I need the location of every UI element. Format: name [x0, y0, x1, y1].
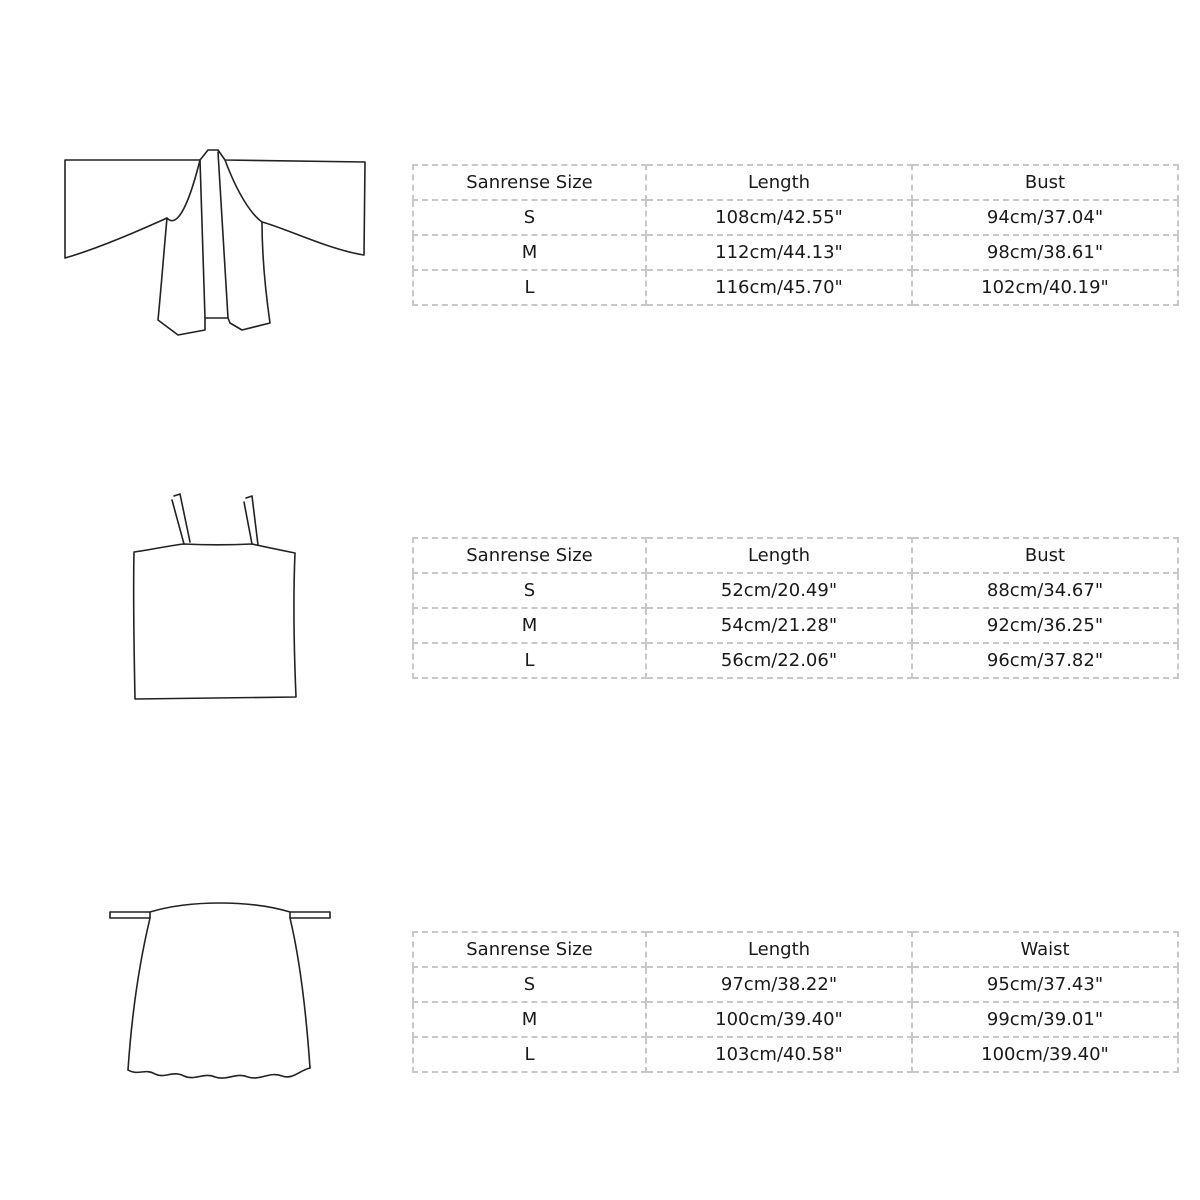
robe-icon [55, 145, 375, 340]
header-size: Sanrense Size [413, 165, 646, 200]
cell-length: 116cm/45.70" [646, 270, 912, 305]
table-row [413, 1037, 1178, 1072]
cell-length: 108cm/42.55" [646, 200, 912, 235]
cell-bust: 98cm/38.61" [912, 235, 1178, 270]
table-row [413, 200, 1178, 235]
cell-bust: 96cm/37.82" [912, 643, 1178, 678]
cell-bust: 92cm/36.25" [912, 608, 1178, 643]
table-row [413, 643, 1178, 678]
cell-bust: 94cm/37.04" [912, 200, 1178, 235]
header-waist: Waist [912, 932, 1178, 967]
table-row [413, 573, 1178, 608]
header-length: Length [646, 165, 912, 200]
table-header-row [413, 165, 1178, 200]
table-row [413, 608, 1178, 643]
table-row [413, 235, 1178, 270]
cell-size: L [413, 270, 646, 305]
cell-length: 97cm/38.22" [646, 967, 912, 1002]
cell-bust: 88cm/34.67" [912, 573, 1178, 608]
cell-size: M [413, 235, 646, 270]
camisole-icon [125, 488, 305, 703]
size-table-camisole [412, 537, 1179, 679]
header-length: Length [646, 932, 912, 967]
cell-length: 103cm/40.58" [646, 1037, 912, 1072]
cell-length: 52cm/20.49" [646, 573, 912, 608]
cell-waist: 95cm/37.43" [912, 967, 1178, 1002]
cell-waist: 100cm/39.40" [912, 1037, 1178, 1072]
header-bust: Bust [912, 165, 1178, 200]
cell-size: L [413, 1037, 646, 1072]
cell-size: L [413, 643, 646, 678]
cell-size: M [413, 1002, 646, 1037]
cell-length: 100cm/39.40" [646, 1002, 912, 1037]
table-row [413, 270, 1178, 305]
table-row [413, 1002, 1178, 1037]
size-table-skirt [412, 931, 1179, 1073]
cell-size: S [413, 967, 646, 1002]
cell-bust: 102cm/40.19" [912, 270, 1178, 305]
cell-length: 54cm/21.28" [646, 608, 912, 643]
header-length: Length [646, 538, 912, 573]
cell-length: 56cm/22.06" [646, 643, 912, 678]
cell-length: 112cm/44.13" [646, 235, 912, 270]
size-table-robe [412, 164, 1179, 306]
table-header-row [413, 538, 1178, 573]
header-size: Sanrense Size [413, 538, 646, 573]
header-bust: Bust [912, 538, 1178, 573]
cell-size: S [413, 573, 646, 608]
cell-size: S [413, 200, 646, 235]
header-size: Sanrense Size [413, 932, 646, 967]
skirt-icon [105, 898, 335, 1083]
cell-size: M [413, 608, 646, 643]
cell-waist: 99cm/39.01" [912, 1002, 1178, 1037]
table-header-row [413, 932, 1178, 967]
table-row [413, 967, 1178, 1002]
